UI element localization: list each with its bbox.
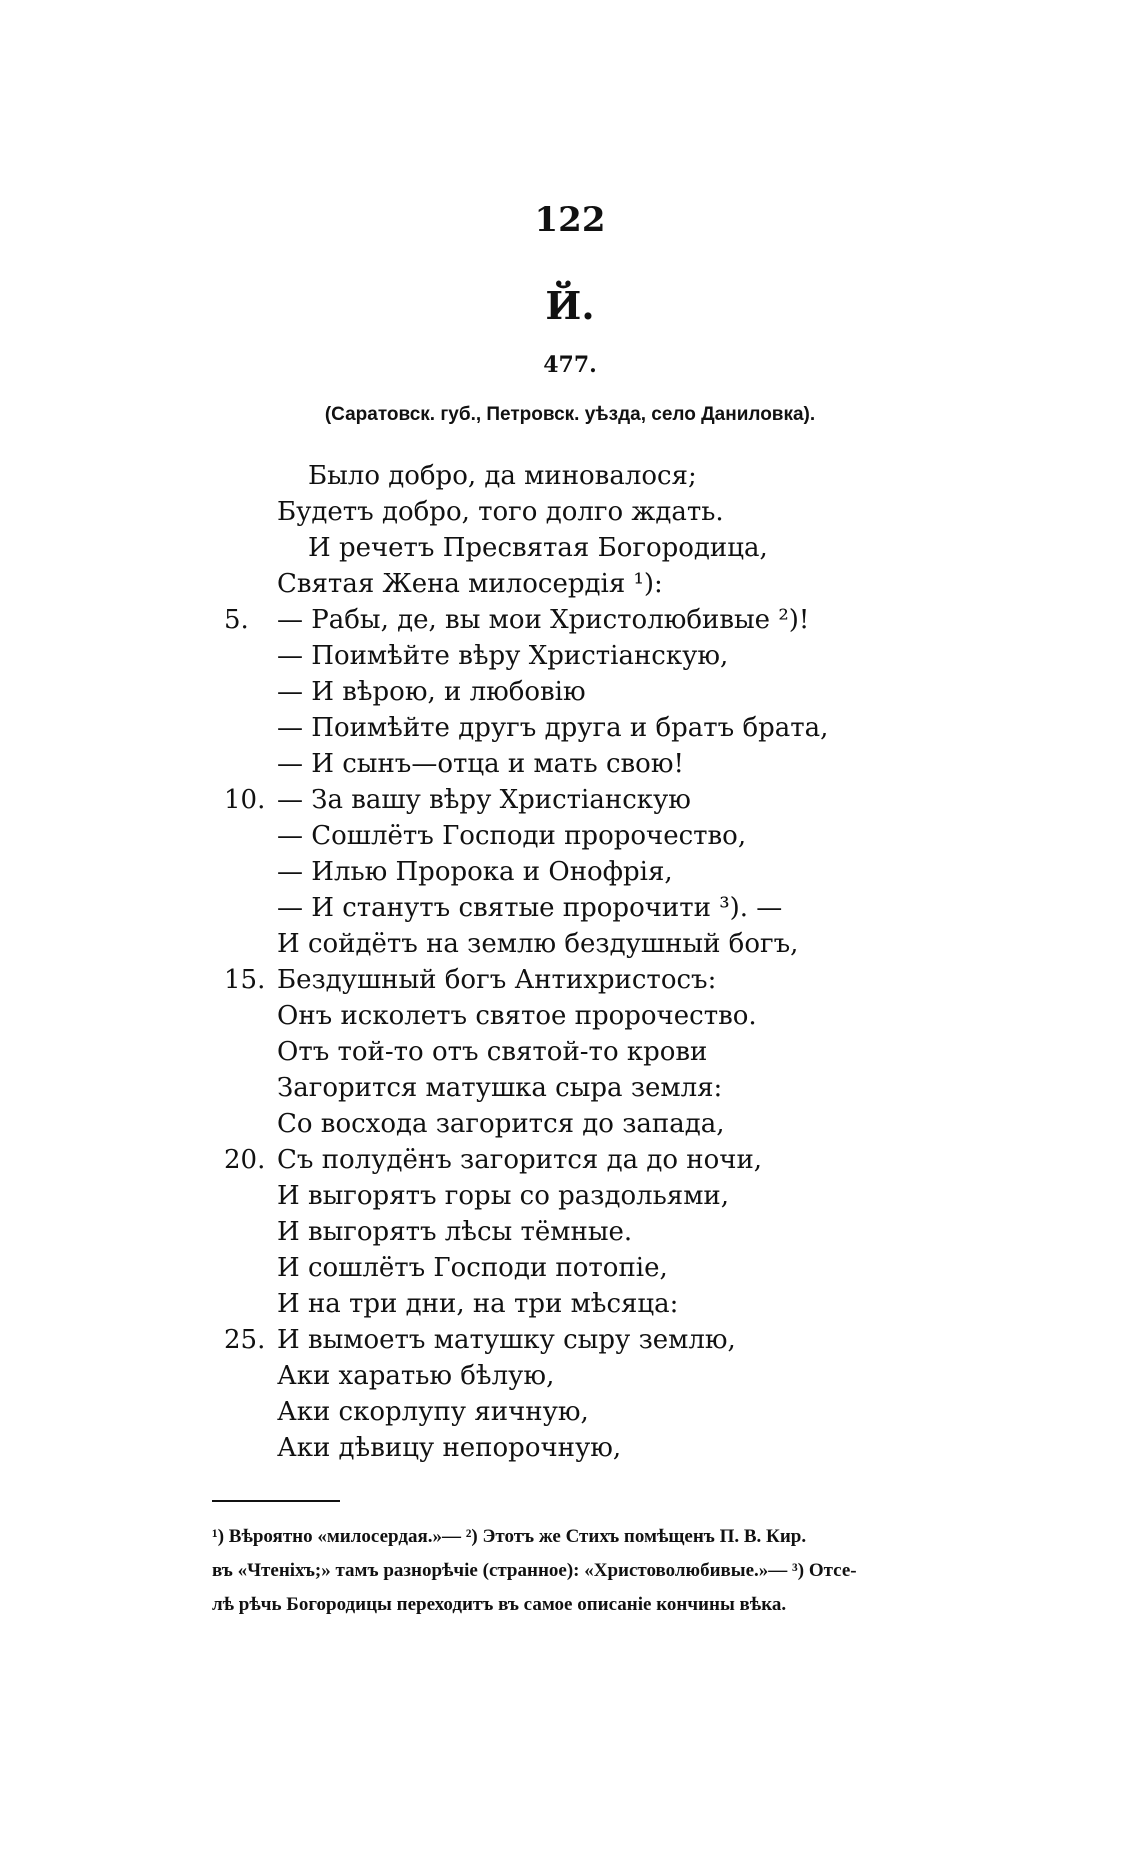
song-number: 477. (543, 352, 597, 378)
verse-line (0, 1034, 1140, 1070)
footnote-line: ¹) Вѣроятно «милосердая.»— ²) Этотъ же Стихъ помѣщенъ П. В. Кир. (212, 1526, 807, 1547)
verse-text: Со восхода загорится до запада, (277, 1109, 725, 1139)
verse-text: Было добро, да миновалося; (308, 461, 697, 491)
verse-line (0, 1106, 1140, 1142)
verse-text: И вымоетъ матушку сыру землю, (277, 1325, 736, 1355)
verse-line (0, 782, 1140, 818)
verse-text: — Рабы, де, вы мои Христолюбивые ²)! (277, 605, 810, 635)
verse-line (0, 962, 1140, 998)
footnote-line: лѣ рѣчь Богородицы переходитъ въ самое описаніе кончины вѣка. (212, 1594, 787, 1615)
verse-line (0, 638, 1140, 674)
verse-list (0, 458, 1140, 1466)
verse-text: — Сошлётъ Господи пророчество, (277, 821, 747, 851)
verse-line (0, 674, 1140, 710)
verse-line (0, 566, 1140, 602)
verse-text: — И станутъ святые пророчити ³). — (277, 893, 783, 923)
verse-line (0, 710, 1140, 746)
verse-text: Аки харатью бѣлую, (277, 1361, 555, 1391)
verse-line (0, 494, 1140, 530)
verse-text: Загорится матушка сыра земля: (277, 1073, 723, 1103)
verse-line (0, 1430, 1140, 1466)
verse-line (0, 1322, 1140, 1358)
verse-line (0, 854, 1140, 890)
verse-text: Онъ исколетъ святое пророчество. (277, 1001, 757, 1031)
verse-text: Аки скорлупу яичную, (277, 1397, 589, 1427)
verse-line (0, 1250, 1140, 1286)
verse-text: И выгорятъ лѣсы тёмные. (277, 1217, 633, 1247)
verse-line (0, 818, 1140, 854)
verse-line (0, 1286, 1140, 1322)
verse-text: — За вашу вѣру Христіанскую (277, 785, 691, 815)
verse-line (0, 926, 1140, 962)
verse-text: — Илью Пророка и Онофрія, (277, 857, 673, 887)
page-number: 122 (534, 200, 606, 240)
footnotes (212, 1520, 1012, 1622)
line-number: 5. (224, 605, 249, 635)
verse-line (0, 1358, 1140, 1394)
source-note: (Саратовск. губ., Петровск. уѣзда, село Даниловка). (324, 404, 816, 425)
line-number: 20. (224, 1145, 266, 1175)
verse-text: Отъ той-то отъ святой-то крови (277, 1037, 708, 1067)
verse-text: — Поимѣйте другъ друга и братъ брата, (277, 713, 829, 743)
verse-text: Аки дѣвицу непорочную, (277, 1433, 622, 1463)
verse-line (0, 1070, 1140, 1106)
verse-line (0, 458, 1140, 494)
verse-line (0, 1178, 1140, 1214)
verse-text: Бездушный богъ Антихристосъ: (277, 965, 717, 995)
verse-text: И на три дни, на три мѣсяца: (277, 1289, 679, 1319)
verse-line (0, 1394, 1140, 1430)
verse-line (0, 530, 1140, 566)
footnote-line: въ «Чтеніхъ;» тамъ разнорѣчіе (странное): «Христоволюбивые.»— ³) Отсе- (212, 1560, 857, 1581)
verse-line (0, 602, 1140, 638)
verse-text: — И сынъ—отца и мать свою! (277, 749, 684, 779)
verse-text: — И вѣрою, и любовію (277, 677, 586, 707)
verse-line (0, 746, 1140, 782)
verse-text: И сойдётъ на землю бездушный богъ, (277, 929, 799, 959)
verse-text: И речетъ Пресвятая Богородица, (308, 533, 768, 563)
verse-text: Будетъ добро, того долго ждать. (277, 497, 724, 527)
section-letter: Й. (545, 283, 595, 328)
verse-line (0, 890, 1140, 926)
verse-text: И сошлётъ Господи потопіе, (277, 1253, 668, 1283)
verse-text: И выгорятъ горы со раздольями, (277, 1181, 730, 1211)
line-number: 10. (224, 785, 266, 815)
line-number: 15. (224, 965, 266, 995)
line-number: 25. (224, 1325, 266, 1355)
verse-line (0, 1142, 1140, 1178)
verse-text: Святая Жена милосердія ¹): (277, 569, 663, 599)
verse-text: — Поимѣйте вѣру Христіанскую, (277, 641, 729, 671)
footnote-divider (212, 1500, 340, 1502)
verse-line (0, 998, 1140, 1034)
verse-text: Съ полудёнъ загорится да до ночи, (277, 1145, 763, 1175)
verse-line (0, 1214, 1140, 1250)
